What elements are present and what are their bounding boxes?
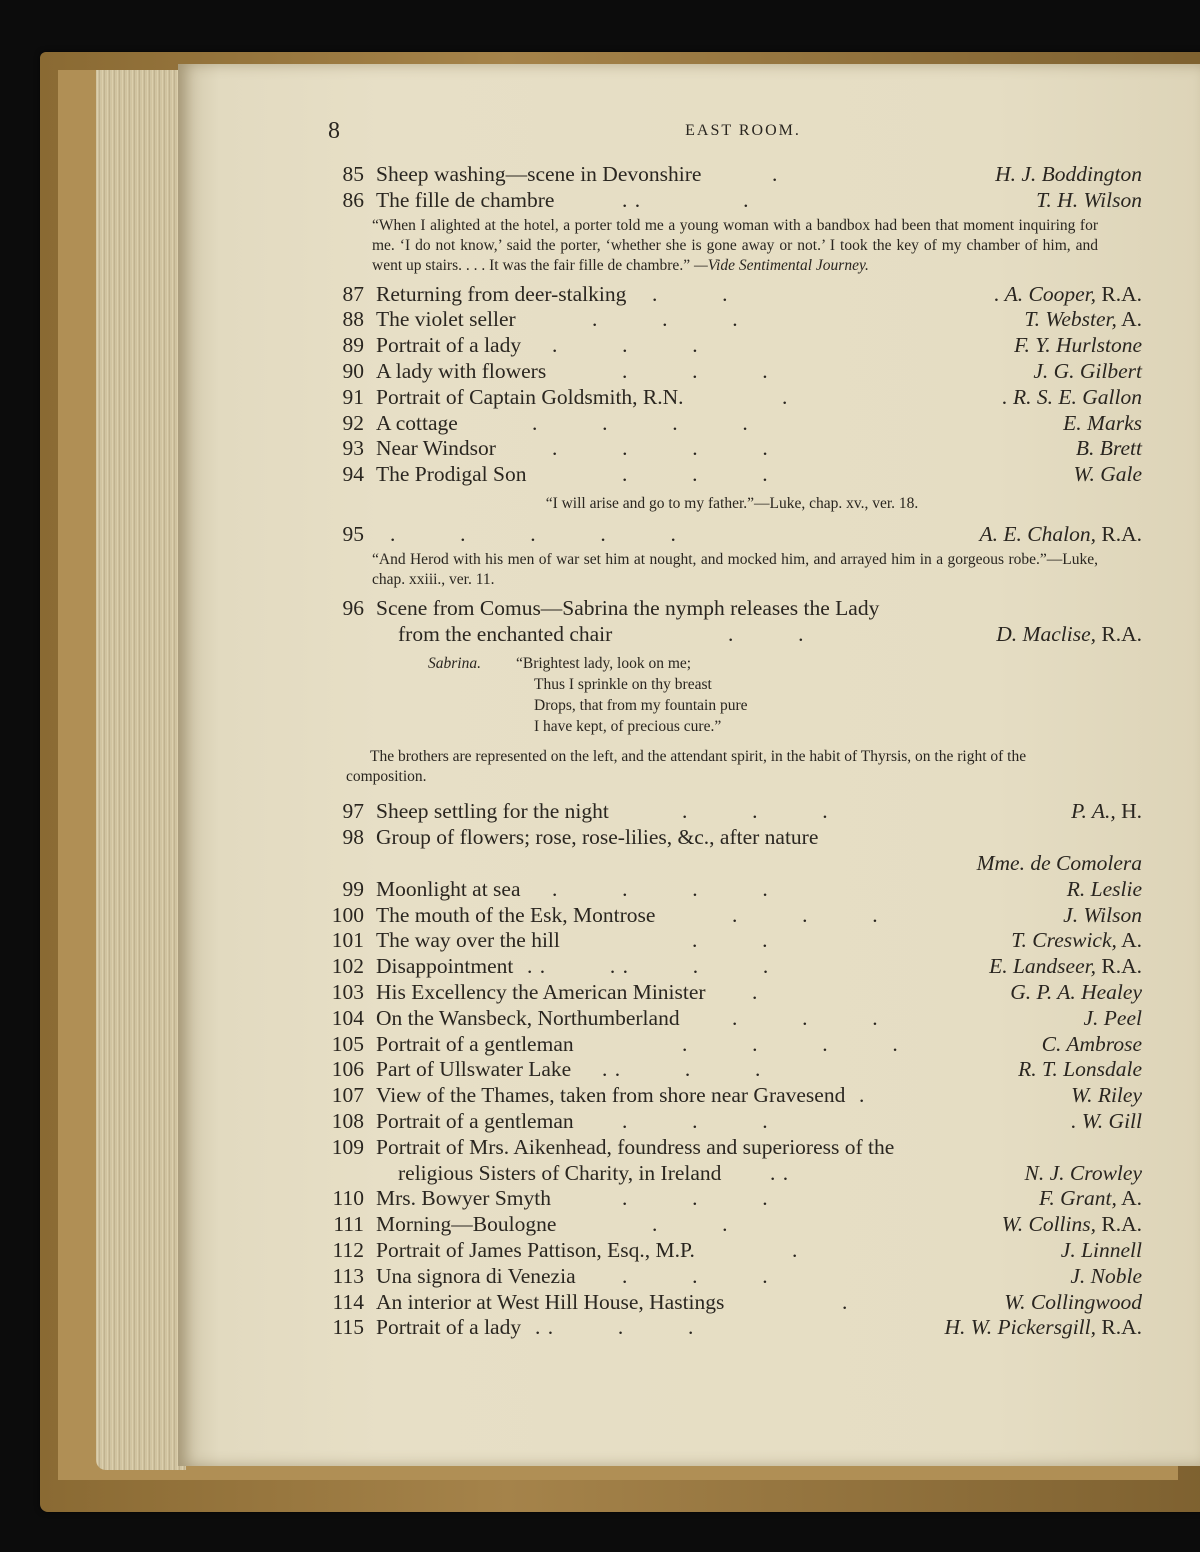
- leader-dots: . .: [652, 281, 729, 306]
- leader-dots: . . .: [622, 462, 769, 487]
- entry-number: 110: [332, 1186, 364, 1211]
- artist-name: A. E. Chalon,: [979, 521, 1096, 546]
- artist-suffix: R.A.: [1096, 1315, 1142, 1340]
- artist-name: W. Gale: [1073, 462, 1142, 487]
- leader-dots: . . . .: [682, 1031, 899, 1056]
- entry-number: 85: [342, 162, 364, 186]
- artist-name: P. A.,: [1071, 799, 1116, 824]
- quote-94: “I will arise and go to my father.”—Luke, chap. xv., ver. 18.: [545, 494, 919, 512]
- entry-number: 111: [333, 1212, 364, 1237]
- leader-dots: . . .: [622, 1263, 769, 1288]
- entry-artist: [1036, 188, 1142, 214]
- entry-number: 102: [331, 954, 364, 979]
- entry-artist: [1071, 1109, 1142, 1135]
- entry-artist: [1039, 1186, 1142, 1212]
- page-fore-edge: [96, 70, 186, 1470]
- leader-dots: . . .: [732, 902, 879, 927]
- entry-title: Mrs. Bowyer Smyth: [376, 1186, 551, 1211]
- catalogue-entry: [322, 980, 1142, 1006]
- leader-dots: .: [782, 384, 789, 409]
- artist-name: W. Riley: [1071, 1083, 1142, 1108]
- entry-artist: [1002, 1212, 1142, 1238]
- entry-number: 100: [331, 902, 364, 927]
- catalogue-page: [178, 64, 1200, 1466]
- entry-artist: [1010, 980, 1142, 1006]
- catalogue-entry: [322, 1006, 1142, 1032]
- catalogue-entry: [322, 436, 1142, 462]
- catalogue-entry: [322, 411, 1142, 437]
- artist-name: R. Leslie: [1066, 876, 1142, 901]
- entry-title: Portrait of a lady: [376, 1315, 522, 1340]
- catalogue-entry: [322, 282, 1142, 308]
- entry-number: 94: [342, 462, 364, 487]
- leader-dots: . . .: [732, 1005, 879, 1030]
- artist-name: E. Landseer,: [989, 954, 1096, 979]
- entry-number: 109: [331, 1134, 364, 1159]
- artist-name: H. J. Boddington: [995, 162, 1142, 186]
- catalogue-entry: [322, 307, 1142, 333]
- catalogue-entry: [322, 359, 1142, 385]
- leader-dots: . . . .: [552, 876, 769, 901]
- artist-name: J. Peel: [1083, 1005, 1142, 1030]
- entry-artist: N. J. Crowley: [1024, 1160, 1142, 1185]
- catalogue-entry: [322, 1315, 1142, 1341]
- leader-dots: . . . .: [552, 436, 769, 461]
- catalogue-entry-continuation: [322, 622, 1142, 648]
- entry-artist: [1063, 411, 1142, 437]
- entry-title: Sheep settling for the night: [376, 799, 609, 824]
- entry-number: 96: [342, 595, 364, 620]
- artist-name: J. Wilson: [1063, 902, 1142, 927]
- entry-number: 103: [331, 979, 364, 1004]
- entry-artist: [989, 954, 1142, 980]
- entry-title: The Prodigal Son: [376, 462, 527, 487]
- artist-name: . A. Cooper,: [994, 281, 1096, 306]
- entry-title: Portrait of Mrs. Aikenhead, foundress and superioress of the: [376, 1134, 895, 1159]
- entry-artist: [1071, 799, 1142, 825]
- catalogue-entry: [322, 1212, 1142, 1238]
- entry-number: 108: [331, 1108, 364, 1133]
- catalogue-entries: [322, 162, 1142, 1341]
- entry-title: View of the Thames, taken from shore near Gravesend: [376, 1083, 846, 1108]
- entry-artist: [1014, 333, 1142, 359]
- entry-artist: [1042, 1032, 1142, 1058]
- entry-title: A cottage: [376, 410, 458, 435]
- entry-artist: [1070, 1264, 1142, 1290]
- entry-number: 91: [342, 384, 364, 409]
- catalogue-entry: [322, 825, 1142, 851]
- leader-dots: . . .: [682, 799, 829, 824]
- entry-artist: [1074, 462, 1142, 488]
- artist-suffix: R.A.: [1096, 954, 1142, 979]
- leader-dots: . . . .: [532, 410, 749, 435]
- catalogue-entry: [322, 462, 1142, 488]
- entry-number: 95: [342, 521, 364, 546]
- entry-number: 92: [342, 410, 364, 435]
- artist-suffix: A.: [1116, 307, 1142, 332]
- entry-artist: [1011, 928, 1142, 954]
- entry-artist: [1033, 359, 1142, 385]
- entry-title: A lady with flowers: [376, 358, 547, 383]
- catalogue-entry-continuation: [322, 1161, 1142, 1187]
- catalogue-entry: [322, 522, 1142, 548]
- catalogue-entry: [322, 877, 1142, 903]
- catalogue-entry: [322, 162, 1142, 188]
- entry-title: Portrait of a lady: [376, 333, 522, 358]
- entry-artist: [1084, 1006, 1143, 1032]
- catalogue-entry: [322, 333, 1142, 359]
- artist-name: H. W. Pickersgill,: [944, 1315, 1096, 1340]
- entry-number: 86: [342, 187, 364, 212]
- artist-name: . W. Gill: [1071, 1108, 1142, 1133]
- catalogue-entry: [322, 1032, 1142, 1058]
- entry-number: 104: [331, 1005, 364, 1030]
- artist-name: F. Y. Hurlstone: [1014, 333, 1142, 358]
- entry-number: 93: [342, 436, 364, 461]
- artist-suffix: R.A.: [1096, 281, 1142, 306]
- entry-title: Moonlight at sea: [376, 876, 521, 901]
- catalogue-entry-artist-line: [322, 851, 1142, 877]
- leader-dots: . . . . . .: [527, 954, 770, 979]
- entry-title: Returning from deer-stalking: [376, 281, 627, 306]
- poem-speaker: Sabrina.: [428, 655, 481, 673]
- catalogue-entry: [322, 1057, 1142, 1083]
- catalogue-entry: [322, 799, 1142, 825]
- catalogue-entry: [322, 188, 1142, 214]
- entry-title-continued: religious Sisters of Charity, in Ireland: [398, 1160, 722, 1185]
- entry-number: 112: [332, 1237, 364, 1262]
- entry-number: 88: [342, 307, 364, 332]
- entry-artist: [945, 1315, 1142, 1341]
- catalogue-entry: [322, 903, 1142, 929]
- leader-dots: . .: [652, 1212, 729, 1237]
- artist-name: E. Marks: [1063, 410, 1142, 435]
- leader-dots: .: [772, 162, 779, 186]
- entry-title: Scene from Comus—Sabrina the nymph releases the Lady: [376, 595, 880, 620]
- entry-artist: [994, 282, 1142, 308]
- catalogue-entry: [322, 1135, 1142, 1161]
- catalogue-entry: [322, 1109, 1142, 1135]
- catalogue-entry: [322, 1238, 1142, 1264]
- leader-dots: . . . . .: [390, 521, 677, 546]
- entry-title-continued: from the enchanted chair: [398, 621, 613, 646]
- quote-95: “And Herod with his men of war set him at nought, and mocked him, and arrayed him in a gorgeous robe.”—Luke, chap. xxiii., ver. 11.: [372, 550, 1098, 588]
- catalogue-entry: [322, 928, 1142, 954]
- entry-artist: [1024, 307, 1142, 333]
- entry-number: 115: [332, 1315, 364, 1340]
- artist-name: C. Ambrose: [1041, 1031, 1142, 1056]
- entry-title: Part of Ullswater Lake: [376, 1057, 572, 1082]
- catalogue-entry: [322, 385, 1142, 411]
- leader-dots: . .: [728, 621, 805, 646]
- page-number: 8: [328, 118, 340, 144]
- leader-dots: . . .: [552, 333, 699, 358]
- entry-artist: [1063, 903, 1142, 929]
- entry-title: Group of flowers; rose, rose-lilies, &c., after nature: [376, 825, 819, 850]
- artist-suffix: A.: [1116, 928, 1142, 953]
- entry-artist: [1071, 1083, 1142, 1109]
- leader-dots: . .: [770, 1160, 790, 1185]
- entry-number: 89: [342, 333, 364, 358]
- artist-name: T. H. Wilson: [1036, 187, 1142, 212]
- artist-suffix: H.: [1115, 799, 1142, 824]
- page-header: [328, 118, 1178, 148]
- artist-name: F. Grant,: [1039, 1186, 1117, 1211]
- leader-dots: .: [859, 1083, 866, 1108]
- entry-title: Portrait of James Pattison, Esq., M.P.: [376, 1237, 695, 1262]
- artist-name: J. G. Gilbert: [1033, 358, 1142, 383]
- leader-dots: . . . .: [535, 1315, 695, 1340]
- entry-number: 101: [331, 928, 364, 953]
- entry-artist: [1004, 1290, 1142, 1316]
- entry-number: 113: [332, 1263, 364, 1288]
- entry-title: Portrait of Captain Goldsmith, R.N.: [376, 384, 684, 409]
- entry-number: 98: [342, 825, 364, 850]
- poem-line: I have kept, of precious cure.”: [534, 718, 722, 736]
- artist-name: D. Maclise,: [996, 621, 1096, 646]
- poem-line: Drops, that from my fountain pure: [534, 697, 748, 715]
- artist-suffix: R.A.: [1096, 621, 1142, 646]
- entry-title: The violet seller: [376, 307, 516, 332]
- leader-dots: . . .: [622, 187, 750, 212]
- entry-title: Disappointment: [376, 954, 514, 979]
- artist-name: W. Collins,: [1001, 1212, 1096, 1237]
- entry-artist: [995, 162, 1142, 188]
- catalogue-entry: [322, 1290, 1142, 1316]
- artist-name: R. T. Lonsdale: [1018, 1057, 1142, 1082]
- entry-number: 114: [332, 1289, 364, 1314]
- leader-dots: . . . .: [602, 1057, 762, 1082]
- entry-artist: [1061, 1238, 1142, 1264]
- artist-name: . R. S. E. Gallon: [1002, 384, 1142, 409]
- entry-artist: [1067, 877, 1142, 903]
- artist-suffix: R.A.: [1096, 1212, 1142, 1237]
- leader-dots: .: [792, 1237, 799, 1262]
- artist-name: J. Noble: [1070, 1263, 1142, 1288]
- entry-title: His Excellency the American Minister: [376, 979, 706, 1004]
- catalogue-entry: [322, 1186, 1142, 1212]
- artist-name: T. Creswick,: [1011, 928, 1117, 953]
- entry-number: 107: [331, 1083, 364, 1108]
- entry-number: 99: [342, 876, 364, 901]
- entry-artist: [980, 522, 1142, 548]
- entry-title: Portrait of a gentleman: [376, 1108, 574, 1133]
- entry-number: 105: [331, 1031, 364, 1056]
- poem-line: “Brightest lady, look on me;: [516, 655, 692, 673]
- artist-name: B. Brett: [1075, 436, 1142, 461]
- entry-title: On the Wansbeck, Northumberland: [376, 1005, 680, 1030]
- entry-title: Morning—Boulogne: [376, 1212, 557, 1237]
- entry-title: Una signora di Venezia: [376, 1263, 576, 1288]
- entry-title: The mouth of the Esk, Montrose: [376, 902, 656, 927]
- entry-title: An interior at West Hill House, Hastings: [376, 1289, 725, 1314]
- entry-title: Portrait of a gentleman: [376, 1031, 574, 1056]
- poem-96: [322, 653, 1142, 741]
- entry-title: The fille de chambre: [376, 187, 555, 212]
- entry-title: Sheep washing—scene in Devonshire: [376, 162, 702, 186]
- leader-dots: . . .: [622, 1108, 769, 1133]
- entry-number: 90: [342, 358, 364, 383]
- entry-number: 97: [342, 799, 364, 824]
- artist-suffix: A.: [1116, 1186, 1142, 1211]
- entry-number: 106: [331, 1057, 364, 1082]
- entry-artist: [1018, 1057, 1142, 1083]
- catalogue-entry: [322, 954, 1142, 980]
- catalogue-entry: [322, 1083, 1142, 1109]
- note-96: The brothers are represented on the left, and the attendant spirit, in the habit of Thyrsis, on the right of the composition.: [346, 748, 1027, 786]
- catalogue-entry: [322, 596, 1142, 622]
- artist-suffix: R.A.: [1096, 521, 1142, 546]
- leader-dots: . .: [692, 928, 769, 953]
- entry-artist: [1002, 385, 1142, 411]
- poem-line: Thus I sprinkle on thy breast: [534, 676, 712, 694]
- entry-artist: [996, 622, 1142, 648]
- artist-name: T. Webster,: [1024, 307, 1117, 332]
- artist-name: J. Linnell: [1060, 1237, 1142, 1262]
- leader-dots: .: [842, 1289, 849, 1314]
- leader-dots: .: [752, 979, 759, 1004]
- entry-number: 87: [342, 281, 364, 306]
- entry-artist: [1076, 436, 1142, 462]
- running-head: EAST ROOM.: [685, 122, 801, 139]
- leader-dots: . . .: [622, 1186, 769, 1211]
- leader-dots: . . .: [622, 358, 769, 383]
- artist-name: G. P. A. Healey: [1010, 979, 1142, 1004]
- entry-title: Near Windsor: [376, 436, 496, 461]
- entry-title: The way over the hill: [376, 928, 560, 953]
- catalogue-entry: [322, 1264, 1142, 1290]
- quote-86: “When I alighted at the hotel, a porter told me a young woman with a bandbox had been that moment inquiring for me. ‘I do not know,’ said the porter, ‘whether she is gone away or not.’ I took the key of my chamber of him, and went up stairs. . . . It was the fair fille de chambre.” —Vide Sentimental Journey.: [372, 216, 1098, 274]
- leader-dots: . . .: [592, 307, 739, 332]
- entry-artist: Mme. de Comolera: [976, 850, 1142, 875]
- artist-name: W. Collingwood: [1004, 1289, 1142, 1314]
